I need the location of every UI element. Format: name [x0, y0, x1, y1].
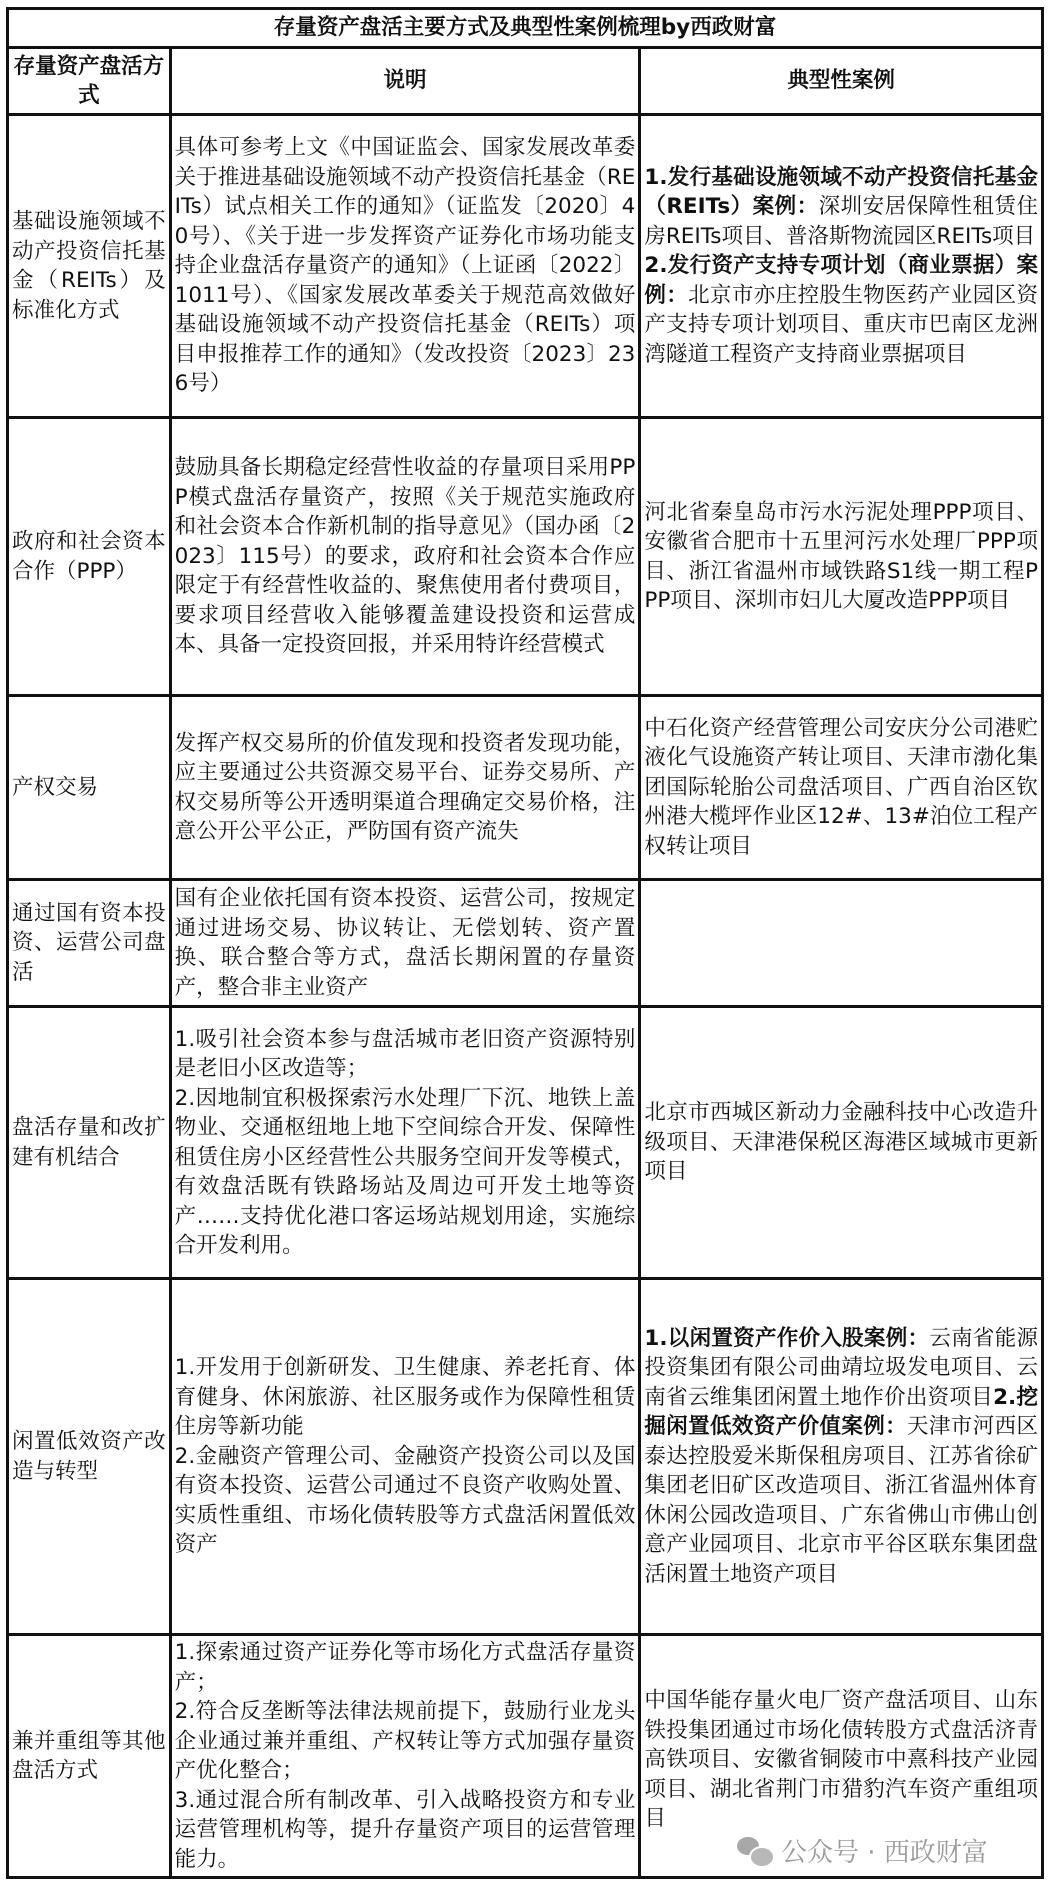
- description-cell: 国有企业依托国有资本投资、运营公司，按规定通过进场交易、协议转让、无偿划转、资产置换、联合整合等方式，盘活长期闲置的存量资产，整合非主业资产: [170, 880, 640, 1007]
- method-cell: 闲置低效资产改造与转型: [8, 1279, 171, 1635]
- method-cell: 基础设施领域不动产投资信托基金（REITs）及标准化方式: [8, 115, 171, 418]
- method-cell: 盘活存量和改扩建有机结合: [8, 1007, 171, 1279]
- case-heading: 1.发行基础设施领域不动产投资信托基金（REITs）案例：: [644, 164, 1038, 220]
- description-line: 3.通过混合所有制改革、引入战略投资方和专业运营管理机构等，提升存量资产项目的运营管理能力。: [174, 1787, 636, 1872]
- table-row: [8, 115, 1043, 418]
- title-row: [8, 9, 1043, 48]
- case-text: 深圳安居保障性租赁住房REITs项目、普洛斯物流园区REITs项目: [644, 194, 1038, 249]
- method-cell: 兼并重组等其他盘活方式: [8, 1635, 171, 1878]
- cases-cell: [640, 1279, 1043, 1635]
- watermark-text: 公众号 · 西政财富: [781, 1838, 988, 1868]
- wechat-icon: [737, 1837, 773, 1865]
- table-row: [8, 1279, 1043, 1635]
- cases-cell: [640, 115, 1043, 418]
- description-cell: [170, 1007, 640, 1279]
- case-text: 北京市亦庄控股生物医药产业园区资产支持专项计划项目、重庆市巴南区龙洲湾隧道工程资产支持商业票据项目: [644, 282, 1038, 367]
- description-cell: [170, 1635, 640, 1878]
- case-text: 中国华能存量火电厂资产盘活项目、山东铁投集团通过市场化债转股方式盘活济青高铁项目、安徽省铜陵市中熹科技产业园项目、湖北省荆门市猎豹汽车资产重组项目: [644, 1688, 1038, 1831]
- method-cell: 政府和社会资本合作（PPP）: [8, 418, 171, 696]
- table-row: [8, 418, 1043, 696]
- case-text: 河北省秦皇岛市污水污泥处理PPP项目、安徽省合肥市十五里河污水处理厂PPP项目、浙江省温州市域铁路S1线一期工程PPP项目、深圳市妇儿大厦改造PPP项目: [644, 499, 1038, 613]
- description-line: 1.开发用于创新研发、卫生健康、养老托育、体育健身、休闲旅游、社区服务或作为保障性租赁住房等新功能: [174, 1355, 636, 1440]
- cases-cell: [640, 1007, 1043, 1279]
- header-cases: 典型性案例: [640, 48, 1043, 115]
- table-row: [8, 880, 1043, 1007]
- case-heading: 1.以闲置资产作价入股案例：: [644, 1325, 930, 1351]
- case-text: 天津市河西区泰达控股爱米斯保租房项目、江苏省徐矿集团老旧矿区改造项目、浙江省温州体育休闲公园改造项目、广东省佛山市佛山创意产业园项目、北京市平谷区联东集团盘活闲置土地资产项目: [644, 1414, 1038, 1587]
- header-method: 存量资产盘活方式: [8, 48, 171, 115]
- description-line: 1.吸引社会资本参与盘活城市老旧资产资源特别是老旧小区改造等；: [174, 1026, 636, 1081]
- method-cell: 通过国有资本投资、运营公司盘活: [8, 880, 171, 1007]
- watermark: [737, 1832, 988, 1869]
- case-text: 中石化资产经营管理公司安庆分公司港贮液化气设施资产转让项目、天津市渤化集团国际轮胎公司盘活项目、广西自治区钦州港大榄坪作业区12#、13#泊位工程产权转让项目: [644, 715, 1038, 859]
- description-cell: [170, 1279, 640, 1635]
- description-cell: 发挥产权交易所的价值发现和投资者发现功能，应主要通过公共资源交易平台、证券交易所、产权交易所等公开透明渠道合理确定交易价格，注意公开公平公正，严防国有资产流失: [170, 696, 640, 880]
- table-row: [8, 696, 1043, 880]
- case-text: 北京市西城区新动力金融科技中心改造升级项目、天津港保税区海港区域城市更新项目: [644, 1100, 1038, 1185]
- table-title: 存量资产盘活主要方式及典型性案例梳理by西政财富: [8, 9, 1043, 48]
- case-text: 云南省能源投资集团有限公司曲靖垃圾发电项目、云南省云维集团闲置土地作价出资项目: [644, 1325, 1038, 1410]
- header-row: [8, 48, 1043, 115]
- case-heading: 2.发行资产支持专项计划（商业票据）案例：: [644, 253, 1038, 308]
- table-row: [8, 1007, 1043, 1279]
- description-line: 2.因地制宜积极探索污水处理厂下沉、地铁上盖物业、交通枢纽地上地下空间综合开发、保障性租赁住房小区经营性公共服务空间开发等模式，有效盘活既有铁路场站及周边可开发土地等资产……支持优化港口客运场站规划用途，实施综合开发利用。: [174, 1085, 636, 1258]
- cases-cell: [640, 696, 1043, 880]
- description-line: 2.符合反垄断等法律法规前提下，鼓励行业龙头企业通过兼并重组、产权转让等方式加强存量资产优化整合；: [174, 1699, 636, 1783]
- method-cell: 产权交易: [8, 696, 171, 880]
- description-line: 1.探索通过资产证券化等市场化方式盘活存量资产；: [174, 1640, 636, 1695]
- cases-cell-empty: [640, 880, 1043, 1007]
- description-line: 2.金融资产管理公司、金融资产投资公司以及国有资本投资、运营公司通过不良资产收购处置、实质性重组、市场化债转股等方式盘活闲置低效资产: [174, 1443, 636, 1558]
- description-cell: 具体可参考上文《中国证监会、国家发展改革委关于推进基础设施领域不动产投资信托基金（REITs）试点相关工作的通知》（证监发〔2020〕40号）、《关于进一步发挥资产证券化市场功能支持企业盘活存量资产的通知》（上证函〔2022〕1011号）、《国家发展改革委关于规范高效做好基础设施领域不动产投资信托基金（REITs）项目申报推荐工作的通知》（发改投资〔2023〕236号）: [170, 115, 640, 418]
- cases-cell: [640, 418, 1043, 696]
- asset-revitalization-table: [6, 7, 1044, 1879]
- description-cell: 鼓励具备长期稳定经营性收益的存量项目采用PPP模式盘活存量资产，按照《关于规范实施政府和社会资本合作新机制的指导意见》（国办函〔2023〕115号）的要求，政府和社会资本合作应限定于有经营性收益的、聚焦使用者付费项目，要求项目经营收入能够覆盖建设投资和运营成本、具备一定投资回报，并采用特许经营模式: [170, 418, 640, 696]
- header-description: 说明: [170, 48, 640, 115]
- case-heading: 2.挖掘闲置低效资产价值案例：: [644, 1384, 1038, 1440]
